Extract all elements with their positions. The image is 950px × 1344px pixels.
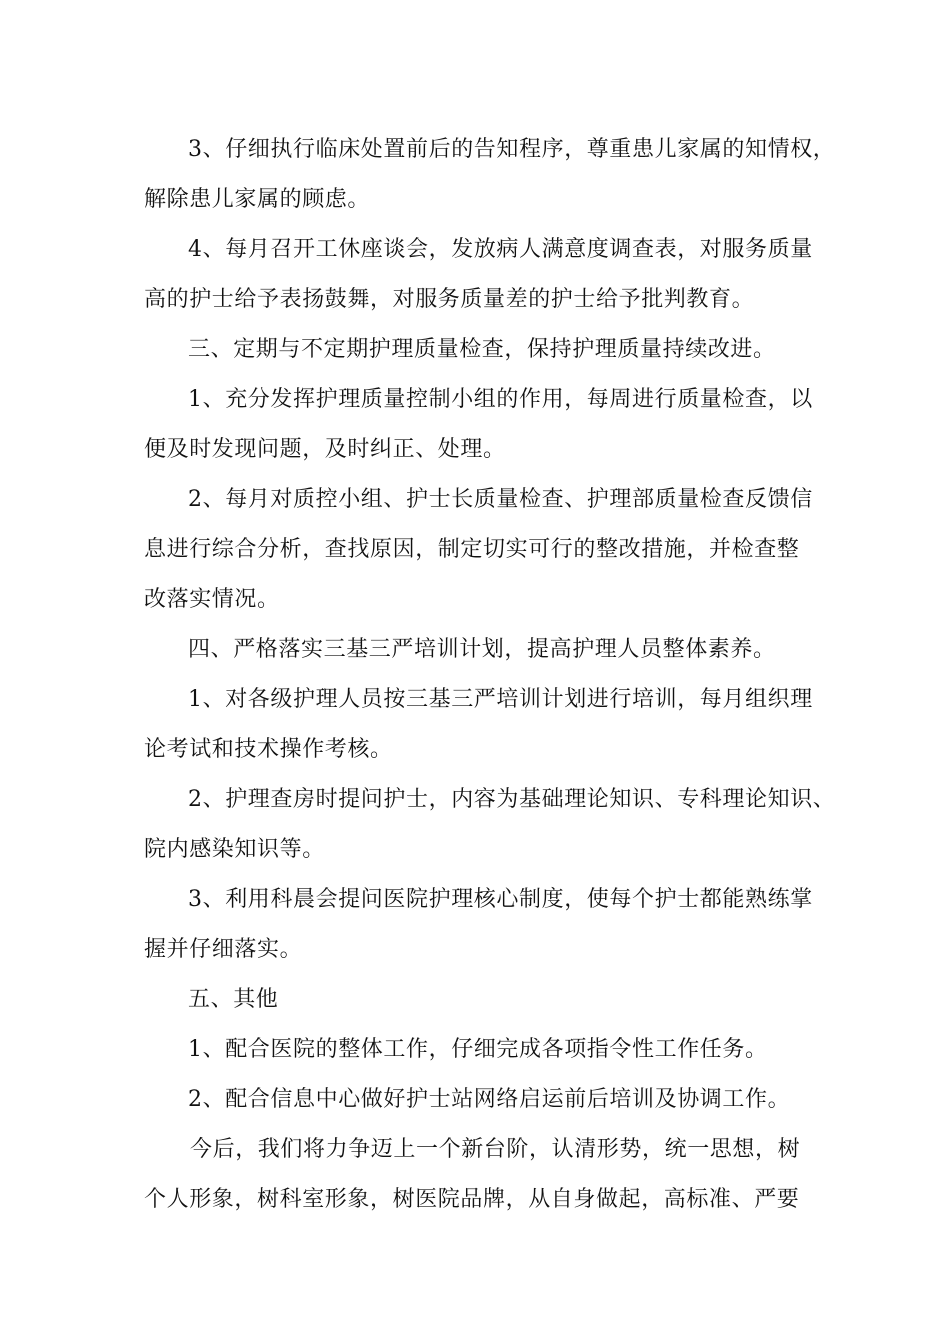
paragraph-line: 院内感染知识等。 [144,837,325,862]
paragraph-line: 便及时发现问题，及时纠正、处理。 [144,437,506,462]
paragraph-line: 3、仔细执行临床处置前后的告知程序，尊重患儿家属的知情权， [188,137,836,162]
paragraph-line: 4、每月召开工休座谈会，发放病人满意度调查表，对服务质量 [188,237,813,262]
paragraph-line: 高的护士给予表扬鼓舞，对服务质量差的护士给予批判教育。 [144,287,755,312]
paragraph-line: 3、利用科晨会提问医院护理核心制度，使每个护士都能熟练掌 [188,887,813,912]
paragraph-line: 解除患儿家属的顾虑。 [144,187,371,212]
section-heading: 三、定期与不定期护理质量检查，保持护理质量持续改进。 [188,337,776,362]
paragraph-line: 1、对各级护理人员按三基三严培训计划进行培训，每月组织理 [188,687,813,712]
paragraph-line: 握并仔细落实。 [144,937,303,962]
paragraph-line: 个人形象，树科室形象，树医院品牌，从自身做起，高标准、严要 [144,1187,800,1212]
paragraph-line: 息进行综合分析，查找原因，制定切实可行的整改措施，并检查整 [144,537,800,562]
paragraph-line: 1、充分发挥护理质量控制小组的作用，每周进行质量检查，以 [188,387,813,412]
paragraph-line: 2、配合信息中心做好护士站网络启运前后培训及协调工作。 [188,1087,791,1112]
paragraph-line: 2、护理查房时提问护士，内容为基础理论知识、专科理论知识、 [188,787,836,812]
paragraph-line: 今后，我们将力争迈上一个新台阶，认清形势，统一思想，树 [190,1137,801,1162]
section-heading: 五、其他 [188,987,279,1012]
paragraph-line: 1、配合医院的整体工作，仔细完成各项指令性工作任务。 [188,1037,768,1062]
paragraph-line: 2、每月对质控小组、护士长质量检查、护理部质量检查反馈信 [188,487,813,512]
section-heading: 四、严格落实三基三严培训计划，提高护理人员整体素养。 [188,637,776,662]
paragraph-line: 改落实情况。 [144,587,280,612]
paragraph-line: 论考试和技术操作考核。 [144,737,393,762]
